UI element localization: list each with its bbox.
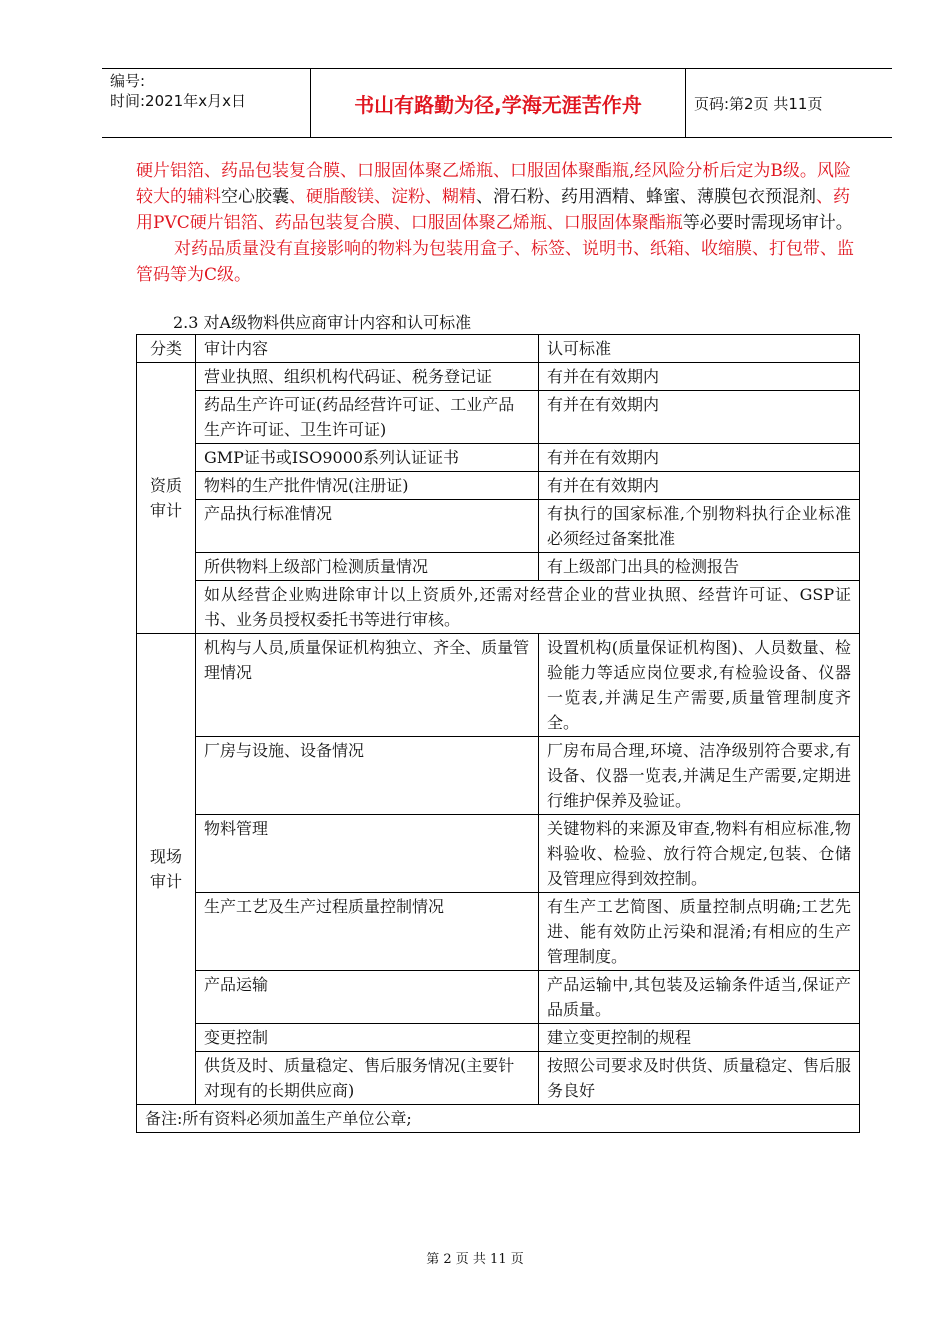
table-header-row (137, 335, 860, 363)
table-row (137, 500, 860, 553)
header-info (102, 69, 311, 137)
category-qualification: 资质审计 (137, 363, 196, 634)
row-content: 所供物料上级部门检测质量情况 (196, 553, 539, 581)
table-row (137, 737, 860, 815)
table-row (137, 893, 860, 971)
category-onsite: 现场审计 (137, 634, 196, 1105)
table-row (137, 634, 860, 737)
document-number-label: 编号: (110, 72, 146, 90)
row-content: 生产工艺及生产过程质量控制情况 (196, 893, 539, 971)
section-title: 2.3 对A级物料供应商审计内容和认可标准 (173, 313, 472, 332)
table-row (137, 472, 860, 500)
row-standard: 设置机构(质量保证机构图)、人员数量、检验能力等适应岗位要求,有检验设备、仪器一览表,并满足生产需要,质量管理制度齐全。 (539, 634, 860, 737)
header-content: 审计内容 (196, 335, 539, 363)
row-content: 变更控制 (196, 1024, 539, 1052)
qualification-note: 如从经营企业购进除审计以上资质外,还需对经营企业的营业执照、经营许可证、GSP证书、业务员授权委托书等进行审核。 (196, 581, 860, 634)
row-standard: 有上级部门出具的检测报告 (539, 553, 860, 581)
table-row (137, 1024, 860, 1052)
row-standard: 按照公司要求及时供货、质量稳定、售后服务良好 (539, 1052, 860, 1105)
header-standard: 认可标准 (539, 335, 860, 363)
p1-text-d: 、滑石粉、药用酒精、蜂蜜、薄膜包衣预混剂 (476, 187, 816, 207)
row-standard: 建立变更控制的规程 (539, 1024, 860, 1052)
row-standard: 产品运输中,其包装及运输条件适当,保证产品质量。 (539, 971, 860, 1024)
audit-table (136, 334, 860, 1133)
p1-text-a: 硬片铝箔、药品包装复合膜、口服固体聚乙烯瓶、口服固体聚酯瓶,经风险分析后定为B级。风险较大的辅料 (136, 161, 851, 207)
table-row (137, 971, 860, 1024)
header-category: 分类 (137, 335, 196, 363)
row-content: 物料管理 (196, 815, 539, 893)
row-content: GMP证书或ISO9000系列认证证书 (196, 444, 539, 472)
table-remark: 备注:所有资料必须加盖生产单位公章; (137, 1105, 860, 1133)
p1-text-b: 空心胶囊 (221, 187, 289, 207)
row-standard: 有生产工艺简图、质量控制点明确;工艺先进、能有效防止污染和混淆;有相应的生产管理制度。 (539, 893, 860, 971)
table-row (137, 391, 860, 444)
table-row (137, 581, 860, 634)
table-row (137, 815, 860, 893)
document-time-label: 时间:2021年x月x日 (110, 92, 246, 110)
row-content: 厂房与设施、设备情况 (196, 737, 539, 815)
header-motto: 书山有路勤为径,学海无涯苦作舟 (311, 69, 686, 137)
row-standard: 有执行的国家标准,个别物料执行企业标准必须经过备案批准 (539, 500, 860, 553)
row-content: 产品执行标准情况 (196, 500, 539, 553)
row-standard: 有并在有效期内 (539, 444, 860, 472)
page-header (102, 68, 892, 138)
paragraph-1 (136, 158, 860, 236)
row-content: 供货及时、质量稳定、售后服务情况(主要针对现有的长期供应商) (196, 1052, 539, 1105)
row-content: 药品生产许可证(药品经营许可证、工业产品生产许可证、卫生许可证) (196, 391, 539, 444)
table-row (137, 363, 860, 391)
row-standard: 有并在有效期内 (539, 363, 860, 391)
p1-text-c: 、硬脂酸镁、淀粉、糊精 (289, 187, 476, 207)
row-content: 物料的生产批件情况(注册证) (196, 472, 539, 500)
row-standard: 有并在有效期内 (539, 472, 860, 500)
body-text (136, 158, 860, 288)
table-row (137, 1052, 860, 1105)
table-row (137, 553, 860, 581)
row-content: 机构与人员,质量保证机构独立、齐全、质量管理情况 (196, 634, 539, 737)
header-page-label: 页码:第2页 共11页 (694, 94, 823, 113)
p1-text-e: 、药用PVC硬片铝箔、药品包装复合膜、口服固体聚乙烯瓶、口服固体聚酯瓶 (136, 187, 850, 233)
page-footer: 第 2 页 共 11 页 (426, 1252, 524, 1267)
row-standard: 厂房布局合理,环境、洁净级别符合要求,有设备、仪器一览表,并满足生产需要,定期进行维护保养及验证。 (539, 737, 860, 815)
paragraph-2: 对药品质量没有直接影响的物料为包装用盒子、标签、说明书、纸箱、收缩膜、打包带、监管码等为C级。 (136, 239, 854, 285)
table-row (137, 1105, 860, 1133)
row-standard: 关键物料的来源及审查,物料有相应标准,物料验收、检验、放行符合规定,包装、仓储及管理应得到效控制。 (539, 815, 860, 893)
table-row (137, 444, 860, 472)
row-content: 营业执照、组织机构代码证、税务登记证 (196, 363, 539, 391)
row-content: 产品运输 (196, 971, 539, 1024)
row-standard: 有并在有效期内 (539, 391, 860, 444)
p1-text-f: 等必要时需现场审计。 (682, 213, 853, 233)
